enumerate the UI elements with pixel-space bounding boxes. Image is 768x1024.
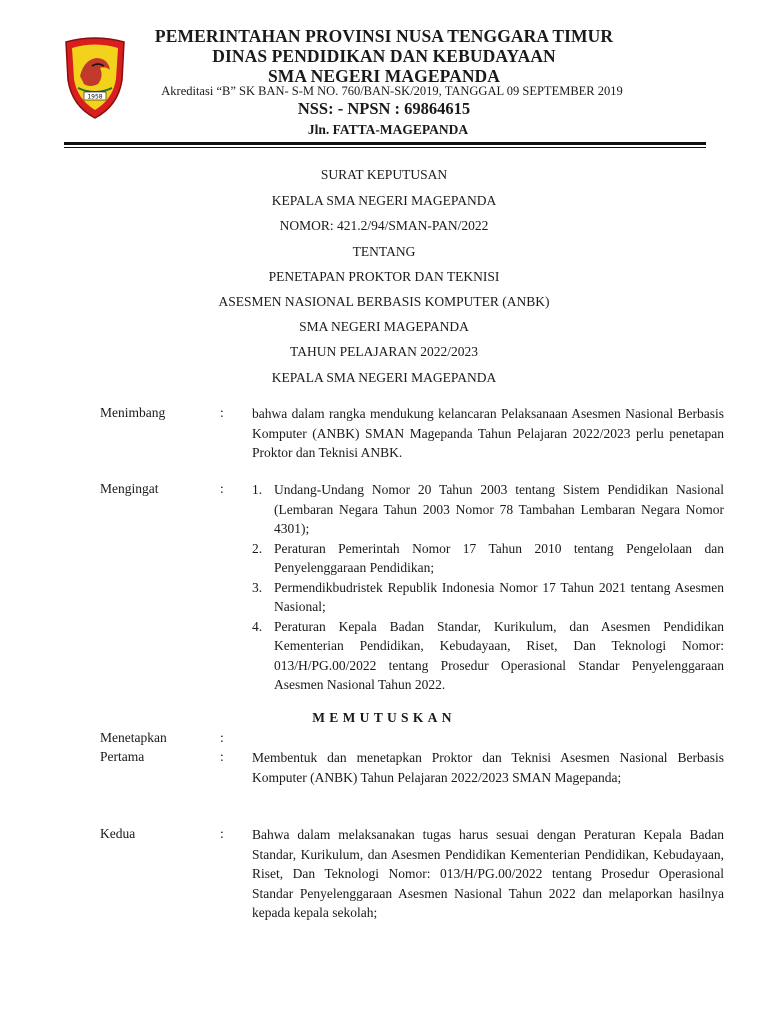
title-line: SURAT KEPUTUSAN: [320, 167, 448, 182]
memutuskan-heading: MEMUTUSKAN: [312, 710, 456, 725]
mengingat-colon: :: [220, 481, 224, 496]
pertama-label: Pertama: [100, 749, 145, 764]
title-line: PENETAPAN PROKTOR DAN TEKNISI: [268, 269, 500, 284]
title-line: KEPALA SMA NEGERI MAGEPANDA: [271, 193, 497, 208]
list-item: [252, 617, 724, 695]
logo-year: 1958: [87, 93, 103, 101]
menimbang-text: bahwa dalam rangka mendukung kelancaran Pelaksanaan Asesmen Nasional Berbasis Komputer (ANBK) SMAN Magepanda Tahun Pelajaran 2022/2023 perlu penetapan Proktor dan Teknisi ANBK.: [252, 406, 724, 460]
kedua-label: Kedua: [100, 826, 136, 841]
list-item-number: 3.: [252, 579, 263, 595]
menetapkan-colon: :: [220, 730, 224, 745]
header-nss-npsn: NSS: - NPSN : 69864615: [297, 99, 471, 118]
mengingat-list: [252, 480, 724, 695]
header-school: SMA NEGERI MAGEPANDA: [267, 66, 501, 86]
kedua-colon: :: [220, 826, 224, 841]
list-item-text: Peraturan Kepala Badan Standar, Kurikulum, dan Asesmen Pendidikan Kementerian Pendidikan, Kebudayaan, Riset, Dan Teknologi Nomor: 013/H/PG.00/2022 tentang Prosedur Operasional Standar Penyelenggaraan Asesmen Nasional Tahun 2022.: [274, 618, 724, 692]
title-line: TENTANG: [352, 244, 416, 259]
list-item-text: Peraturan Pemerintah Nomor 17 Tahun 2010 tentang Pengelolaan dan Penyelenggaraan Pendidikan;: [274, 540, 724, 575]
list-item-text: Permendikbudristek Republik Indonesia Nomor 17 Tahun 2021 tentang Asesmen Nasional;: [274, 579, 724, 614]
header-agency: DINAS PENDIDIKAN DAN KEBUDAYAAN: [212, 46, 556, 66]
title-line: ASESMEN NASIONAL BERBASIS KOMPUTER (ANBK): [218, 294, 550, 309]
header-address: Jln. FATTA-MAGEPANDA: [307, 122, 469, 137]
menetapkan-label: Menetapkan: [100, 730, 167, 745]
list-item-text: Undang-Undang Nomor 20 Tahun 2003 tentang Sistem Pendidikan Nasional (Lembaran Negara Tahun 2003 Nomor 78 Tambahan Lembaran Negara Nomor 4301);: [274, 482, 724, 536]
pertama-text: Membentuk dan menetapkan Proktor dan Teknisi Asesmen Nasional Berbasis Komputer (ANBK) Tahun Pelajaran 2022/2023 SMAN Magepanda;: [252, 750, 724, 785]
mengingat-label: Mengingat: [100, 481, 159, 496]
list-item: [252, 539, 724, 578]
title-line: TAHUN PELAJARAN 2022/2023: [290, 344, 478, 359]
kedua-text: Bahwa dalam melaksanakan tugas harus sesuai dengan Peraturan Kepala Badan Standar, Kurikulum, dan Asesmen Pendidikan Kementerian Pendidikan, Kebudayaan, Riset, Dan Teknologi Nomor: 013/H/PG.00/2022 tentang Prosedur Operasional Standar Penyelenggaraan Asesmen Nasional Tahun 2022 dan melaporkan hasilnya kepada kepala sekolah;: [252, 827, 724, 920]
menimbang-colon: :: [220, 405, 224, 420]
list-item-number: 1.: [252, 482, 263, 497]
header-rule-thin: [64, 147, 706, 148]
list-item: [252, 578, 724, 617]
title-line: SMA NEGERI MAGEPANDA: [299, 319, 469, 334]
list-item-number: 2.: [252, 540, 263, 556]
list-item-number: 4.: [252, 618, 263, 634]
header-government: PEMERINTAHAN PROVINSI NUSA TENGGARA TIMUR: [154, 26, 614, 46]
title-line: KEPALA SMA NEGERI MAGEPANDA: [271, 370, 497, 385]
header-accreditation: Akreditasi “B” SK BAN- S-M NO. 760/BAN-SK/2019, TANGGAL 09 SEPTEMBER 2019: [161, 84, 623, 98]
header-rule-thick: [64, 142, 706, 145]
menimbang-label: Menimbang: [100, 405, 166, 420]
list-item: [252, 480, 724, 539]
pertama-colon: :: [220, 749, 224, 764]
title-line: NOMOR: 421.2/94/SMAN-PAN/2022: [279, 218, 489, 233]
